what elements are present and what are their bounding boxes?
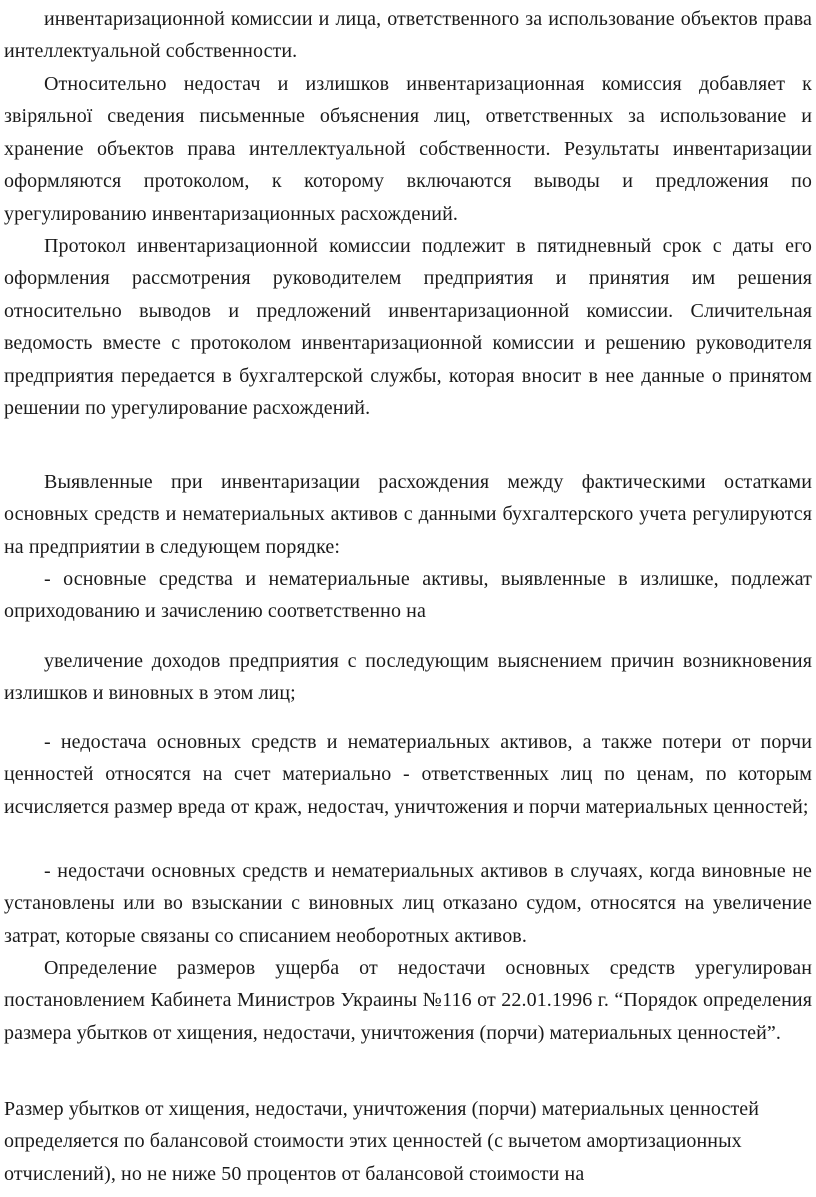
paragraph-8: - недостачи основных средств и нематериальных активов в случаях, когда виновные не установлены или во взыскании с виновных лиц отказано судом, относятся на увеличение затрат, которые связаны со списанием необоротных активов. [4,860,812,947]
paragraph-9: Определение размеров ущерба от недостачи основных средств урегулирован постановлением Кабинета Министров Украины №116 от 22.01.1996 г. “Порядок определения размера убытков от хищения, недостачи, уничтожения (порчи) материальных ценностей”. [4,957,812,1044]
paragraph-6: увеличение доходов предприятия с последующим выяснением причин возникновения излишков и виновных в этом лиц; [4,650,812,705]
paragraph-7: - недостача основных средств и нематериальных активов, а также потери от порчи ценностей относятся на счет материально - ответственных лиц по ценам, по которым исчисляется размер вреда от краж, недостач, уничтожения и порчи материальных ценностей; [4,731,812,818]
paragraph-3: Протокол инвентаризационной комиссии подлежит в пятидневный срок с даты его оформления рассмотрения руководителем предприятия и принятия им решения относительно выводов и предложений инвентаризационной комиссии. Сличительная ведомость вместе с протоколом инвентаризационной комиссии и решению руководителя предприятия передается в бухгалтерской службы, которая вносит в нее данные о принятом решении по урегулирование расхождений. [4,235,812,420]
paragraph-5: - основные средства и нематериальные активы, выявленные в излишке, подлежат оприходованию и зачислению соответственно на [4,568,812,623]
paragraph-2: Относительно недостач и излишков инвентаризационная комиссия добавляет к звіряльної сведения письменные объяснения лиц, ответственных за использование и хранение объектов права интеллектуальной собственности. Результаты инвентаризации оформляются протоколом, к которому включаются выводы и предложения по урегулированию инвентаризационных расхождений. [4,73,812,225]
paragraph-1: инвентаризационной комиссии и лица, ответственного за использование объектов права интеллектуальной собственности. [4,8,812,63]
paragraph-10: Размер убытков от хищения, недостачи, уничтожения (порчи) материальных ценностей определяется по балансовой стоимости этих ценностей (с вычетом амортизационных отчислений), но не ниже 50 процентов от балансовой стоимости на [4,1098,760,1185]
paragraph-4: Выявленные при инвентаризации расхождения между фактическими остатками основных средств и нематериальных активов с данными бухгалтерского учета регулируются на предприятии в следующем порядке: [4,471,812,558]
